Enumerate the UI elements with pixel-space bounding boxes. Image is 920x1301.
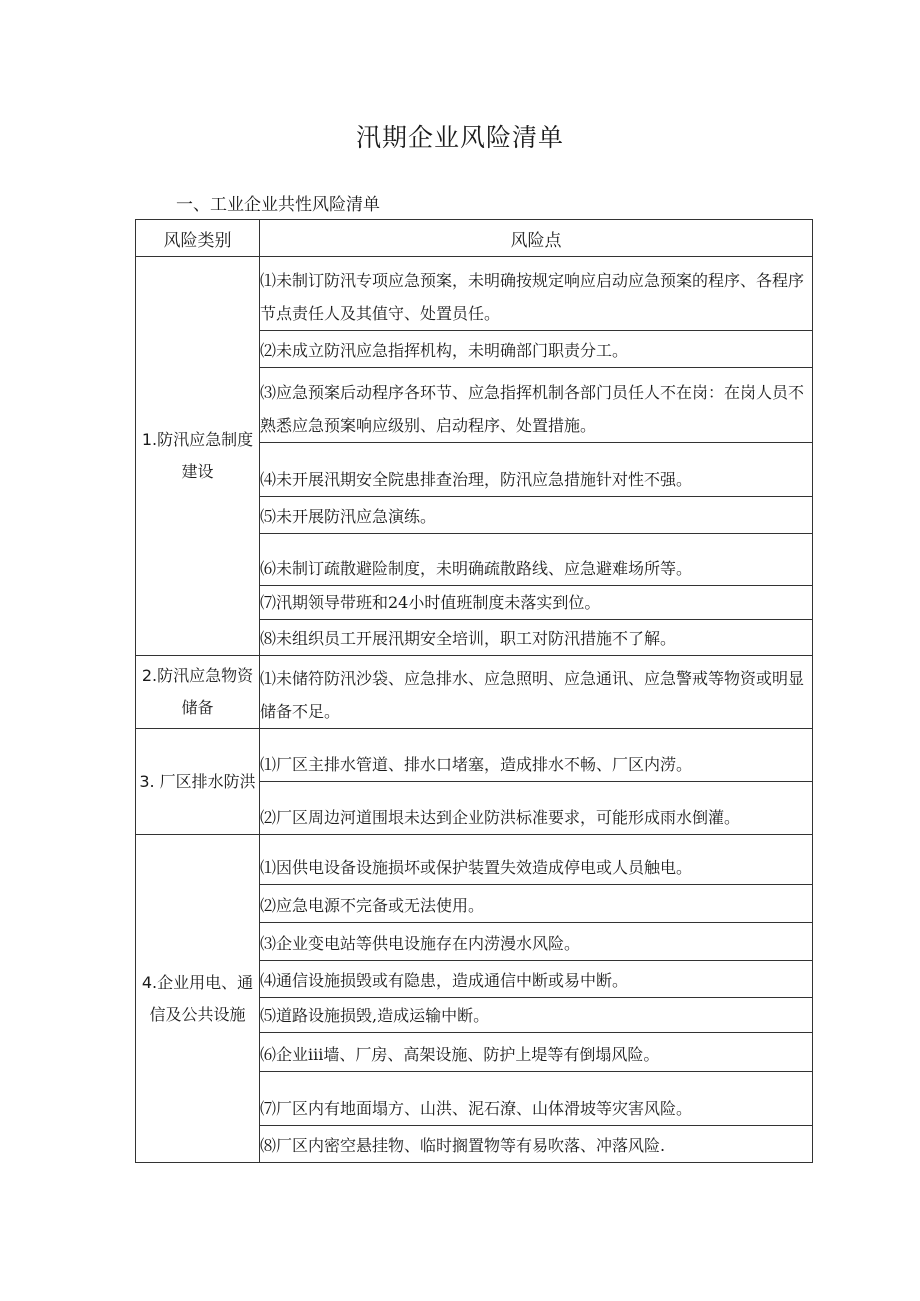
risk-point-text: ⑵未成立防汛应急指挥机构，未明确部门职责分工。 (260, 341, 629, 360)
risk-point-text: ⑷通信设施损毁或有隐患，造成通信中断或易中断。 (260, 971, 629, 990)
risk-point-text: ⑻未组织员工开展汛期安全培训，职工对防汛措施不了解。 (260, 629, 677, 648)
risk-point-cell (260, 1126, 813, 1163)
risk-point-cell (260, 497, 813, 534)
risk-point-text: ⑸道路设施损毁,造成运输中断。 (260, 1006, 490, 1025)
header-risk-point: 风险点 (260, 220, 813, 257)
risk-category-cell: 3. 厂区排水防洪 (136, 729, 260, 835)
risk-point-text: ⑹企业iii墙、厂房、高架设施、防护上堤等有倒塌风险。 (260, 1045, 660, 1064)
risk-point-text: ⑶应急预案后动程序各环节、应急指挥机制各部门员任人不在岗：在岗人员不熟悉应急预案响应级别、启动程序、处置措施。 (260, 383, 805, 435)
risk-point-text: ⑵厂区周边河道围垠未达到企业防洪标准要求，可能形成雨水倒灌。 (260, 808, 741, 827)
risk-category-cell: 1.防汛应急制度建设 (136, 257, 260, 656)
risk-point-cell (260, 961, 813, 998)
table-row (136, 729, 813, 782)
table-body (136, 257, 813, 1163)
risk-point-cell (260, 1072, 813, 1126)
table-row (136, 656, 813, 729)
risk-point-cell (260, 331, 813, 368)
risk-point-cell (260, 656, 813, 729)
risk-point-text: ⑻厂区内密空悬挂物、临时搁置物等有易吹落、冲落风险. (260, 1136, 666, 1155)
risk-point-text: ⑴未储符防汛沙袋、应急排水、应急照明、应急通讯、应急警戒等物资或明显储备不足。 (260, 669, 805, 721)
risk-point-cell (260, 443, 813, 497)
risk-point-text: ⑺厂区内有地面塌方、山洪、泥石潦、山体滑坡等灾害风险。 (260, 1099, 693, 1118)
risk-point-cell (260, 998, 813, 1033)
table-row (136, 835, 813, 885)
risk-point-text: ⑴未制订防汛专项应急预案，未明确按规定响应启动应急预案的程序、各程序节点责任人及其值守、处置员任。 (260, 271, 805, 323)
risk-point-cell (260, 586, 813, 620)
risk-table (135, 219, 813, 1163)
header-risk-category: 风险类别 (136, 220, 260, 257)
section-heading: 一、工业企业共性风险清单 (176, 195, 380, 215)
risk-point-cell (260, 1033, 813, 1072)
risk-point-cell (260, 923, 813, 961)
risk-point-cell (260, 782, 813, 835)
risk-point-cell (260, 257, 813, 331)
risk-point-cell (260, 885, 813, 923)
risk-category-cell: 4.企业用电、通信及公共设施 (136, 835, 260, 1163)
risk-point-cell (260, 729, 813, 782)
risk-point-text: ⑵应急电源不完备或无法使用。 (260, 896, 485, 915)
risk-point-text: ⑹未制订疏散避险制度，未明确疏散路线、应急避难场所等。 (260, 559, 693, 578)
risk-point-text: ⑴厂区主排水管道、排水口堵塞，造成排水不畅、厂区内涝。 (260, 755, 693, 774)
risk-point-cell (260, 368, 813, 443)
risk-point-cell (260, 835, 813, 885)
risk-category-cell: 2.防汛应急物资储备 (136, 656, 260, 729)
risk-point-text: ⑸未开展防汛应急演练。 (260, 507, 437, 526)
risk-point-text: ⑶企业变电站等供电设施存在内涝漫水风险。 (260, 934, 581, 953)
risk-point-cell (260, 620, 813, 656)
risk-point-text: ⑴因供电设备设施损坏或保护装置失效造成停电或人员触电。 (260, 858, 693, 877)
risk-point-text: ⑺汛期领导带班和24小时值班制度未落实到位。 (260, 593, 601, 612)
table-row (136, 257, 813, 331)
document-title: 汛期企业风险清单 (355, 123, 564, 152)
risk-point-text: ⑷未开展汛期安全院患排查治理，防汛应急措施针对性不强。 (260, 470, 693, 489)
risk-point-cell (260, 534, 813, 586)
table-header-row (136, 220, 813, 257)
